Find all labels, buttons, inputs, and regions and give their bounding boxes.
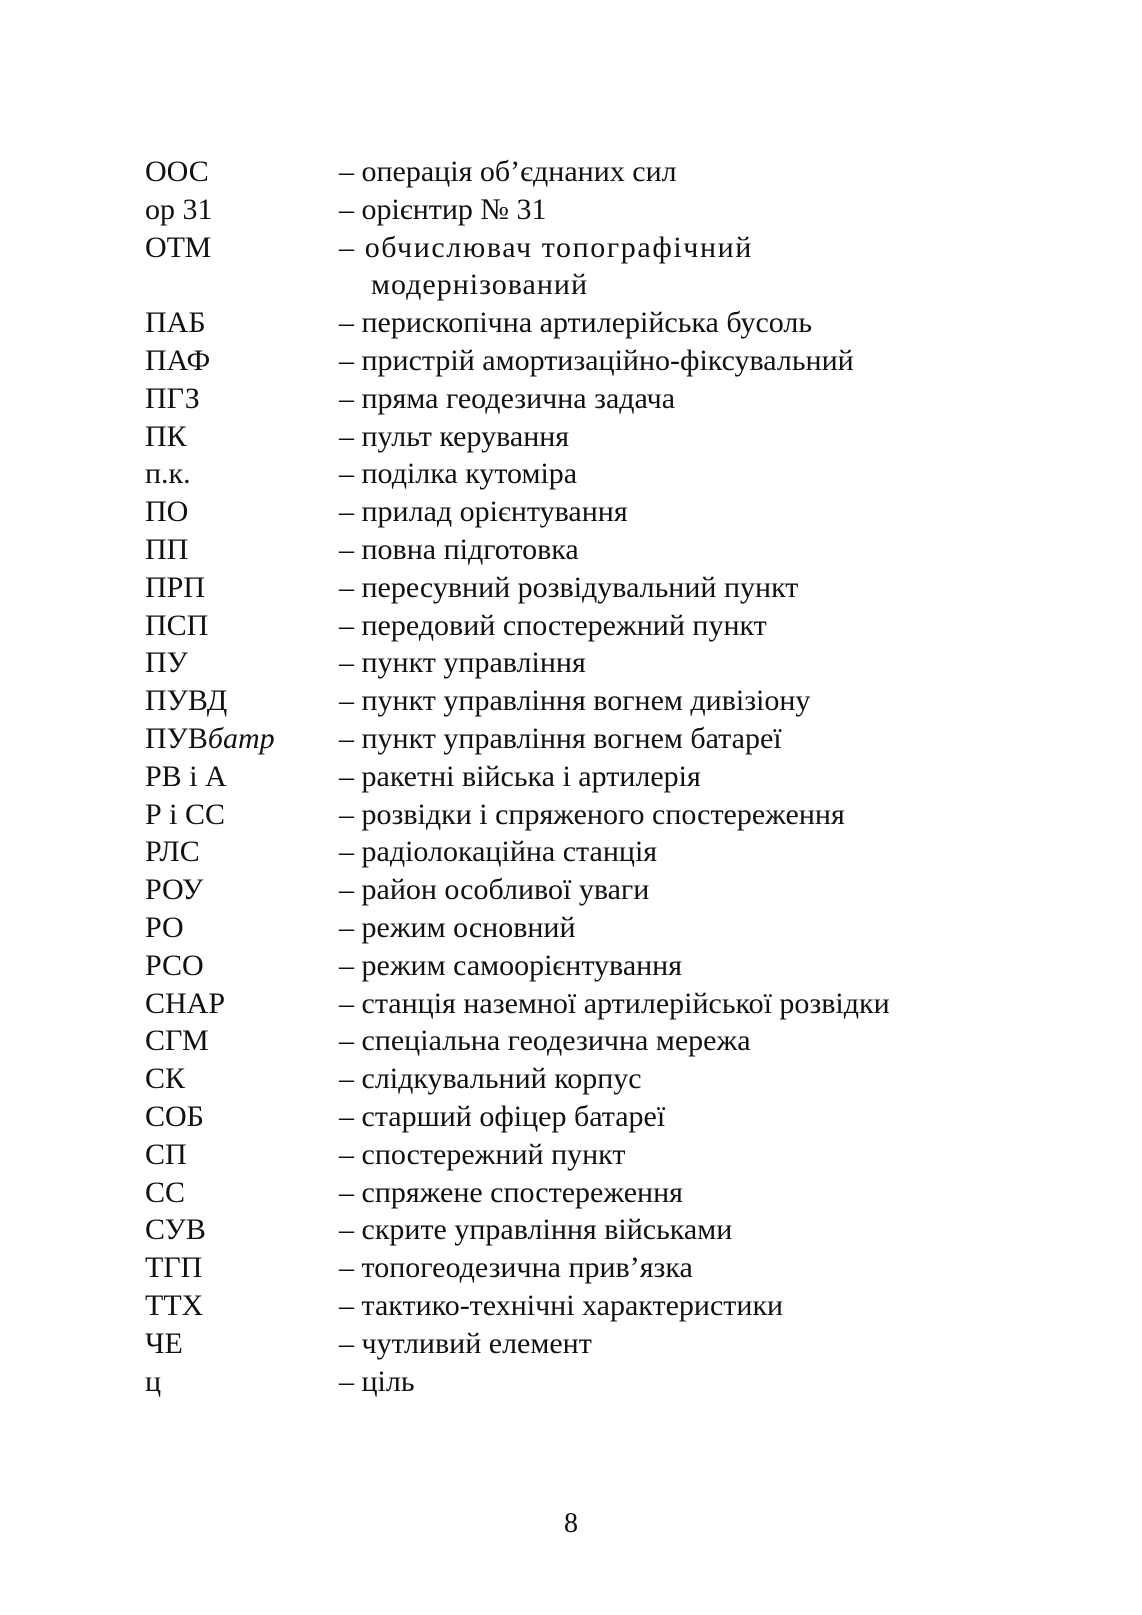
abbreviation-row	[145, 1287, 1005, 1325]
abbreviation-term-text: ПУВ	[145, 721, 208, 755]
abbreviation-term	[145, 1363, 339, 1401]
abbreviation-term	[145, 1174, 339, 1212]
abbreviation-row	[145, 531, 1005, 569]
abbreviation-term-text: ор 31	[145, 192, 213, 226]
abbreviation-term-text: СП	[145, 1137, 187, 1171]
abbreviation-row	[145, 607, 1005, 645]
abbreviation-definition	[339, 644, 1005, 682]
abbreviation-row	[145, 947, 1005, 985]
abbreviation-term	[145, 380, 339, 418]
abbreviation-definition	[339, 1325, 1005, 1363]
abbreviation-definition-text: – пункт управління вогнем батареї	[339, 721, 782, 755]
abbreviation-row	[145, 493, 1005, 531]
abbreviation-definition-text: – станція наземної артилерійської розвідки	[339, 986, 890, 1020]
abbreviation-definition	[339, 833, 1005, 871]
abbreviation-term	[145, 947, 339, 985]
abbreviation-term-text: РЛС	[145, 835, 200, 869]
abbreviation-row	[145, 1325, 1005, 1363]
abbreviation-row	[145, 985, 1005, 1023]
abbreviation-definition	[339, 985, 1005, 1023]
abbreviation-definition-text: – орієнтир № 31	[339, 192, 547, 226]
abbreviation-definition	[339, 909, 1005, 947]
abbreviation-definition	[339, 342, 1005, 380]
abbreviation-term	[145, 191, 339, 229]
abbreviation-definition	[339, 1249, 1005, 1287]
abbreviation-definition-text: – обчислювач топографічний	[339, 230, 753, 264]
abbreviation-term-text: п.к.	[145, 457, 191, 491]
abbreviation-term	[145, 909, 339, 947]
abbreviation-definition-text: – пересувний розвідувальний пункт	[339, 570, 799, 604]
abbreviation-row	[145, 229, 1005, 305]
abbreviation-term-text: ЧЕ	[145, 1326, 183, 1360]
abbreviation-term-text: ц	[145, 1364, 162, 1398]
abbreviation-row	[145, 191, 1005, 229]
abbreviation-row	[145, 1249, 1005, 1287]
abbreviation-term-text: ОТМ	[145, 230, 212, 264]
abbreviation-row	[145, 796, 1005, 834]
abbreviation-definition-text: – пульт керування	[339, 419, 570, 453]
abbreviation-definition	[339, 1022, 1005, 1060]
abbreviation-term	[145, 796, 339, 834]
abbreviation-definition-text: – чутливий елемент	[339, 1326, 592, 1360]
abbreviation-row	[145, 1363, 1005, 1401]
abbreviation-row	[145, 909, 1005, 947]
abbreviation-definition-text: – розвідки і спряженого спостереження	[339, 797, 845, 831]
abbreviation-row	[145, 1022, 1005, 1060]
abbreviation-row	[145, 418, 1005, 456]
abbreviation-definition-text: – пряма геодезична задача	[339, 381, 676, 415]
abbreviation-row	[145, 758, 1005, 796]
abbreviation-term	[145, 682, 339, 720]
abbreviation-term-text: СГМ	[145, 1024, 209, 1058]
abbreviation-definition	[339, 455, 1005, 493]
abbreviation-definition-text: – прилад орієнтування	[339, 495, 628, 529]
abbreviation-row	[145, 380, 1005, 418]
abbreviation-definition-text: – район особливої уваги	[339, 873, 650, 907]
abbreviation-term-text: РОУ	[145, 873, 204, 907]
abbreviation-term-text: ПУВД	[145, 684, 228, 718]
abbreviation-term	[145, 1211, 339, 1249]
abbreviation-definition-text: – радіолокаційна станція	[339, 835, 658, 869]
abbreviation-term	[145, 1287, 339, 1325]
abbreviation-term	[145, 1249, 339, 1287]
abbreviation-definition	[339, 1211, 1005, 1249]
abbreviation-row	[145, 1174, 1005, 1212]
abbreviation-definition	[339, 758, 1005, 796]
abbreviation-term	[145, 1098, 339, 1136]
abbreviation-definition-text: – повна підготовка	[339, 532, 579, 566]
abbreviation-row	[145, 833, 1005, 871]
abbreviation-definition-continuation: модернізований	[371, 268, 589, 302]
abbreviation-term-text: РО	[145, 910, 184, 944]
abbreviation-term	[145, 644, 339, 682]
abbreviation-term	[145, 493, 339, 531]
abbreviation-definition	[339, 304, 1005, 342]
abbreviation-definition	[339, 796, 1005, 834]
abbreviation-term-text: РСО	[145, 948, 204, 982]
abbreviation-term	[145, 531, 339, 569]
abbreviation-definition	[339, 493, 1005, 531]
abbreviation-definition	[339, 1287, 1005, 1325]
abbreviation-definition	[339, 153, 1005, 191]
abbreviation-term	[145, 1022, 339, 1060]
abbreviation-row	[145, 153, 1005, 191]
abbreviation-term-text: ТТХ	[145, 1288, 204, 1322]
abbreviation-row	[145, 1136, 1005, 1174]
abbreviation-definition-text: – пункт управління	[339, 646, 586, 680]
abbreviation-row	[145, 720, 1005, 758]
abbreviation-term	[145, 569, 339, 607]
abbreviation-term-text: СК	[145, 1062, 186, 1096]
abbreviation-definition	[339, 871, 1005, 909]
abbreviation-definition-text: – слідкувальний корпус	[339, 1062, 642, 1096]
abbreviation-definition	[339, 1174, 1005, 1212]
abbreviation-definition	[339, 607, 1005, 645]
abbreviation-definition-text: – тактико-технічні характеристики	[339, 1288, 784, 1322]
abbreviation-definition-text: – режим самоорієнтування	[339, 948, 683, 982]
abbreviation-term-text: СУВ	[145, 1213, 206, 1247]
abbreviation-definition-text: – скрите управління військами	[339, 1213, 733, 1247]
abbreviation-definition-text: – режим основний	[339, 910, 576, 944]
abbreviation-term-text: ПРП	[145, 570, 206, 604]
abbreviation-definition-text: – передовий спостережний пункт	[339, 608, 767, 642]
abbreviation-term	[145, 1136, 339, 1174]
abbreviation-term-text: ПАБ	[145, 306, 206, 340]
abbreviation-term-text: ПП	[145, 532, 189, 566]
abbreviation-definition-text: – операція об’єднаних сил	[339, 155, 677, 188]
abbreviation-definition	[339, 1098, 1005, 1136]
abbreviation-term	[145, 607, 339, 645]
abbreviation-definition	[339, 1060, 1005, 1098]
abbreviation-term-text: СНАР	[145, 986, 226, 1020]
abbreviation-term-text: Р і СС	[145, 797, 226, 831]
abbreviation-definition	[339, 947, 1005, 985]
abbreviation-row	[145, 871, 1005, 909]
abbreviation-row	[145, 1211, 1005, 1249]
abbreviation-definition-text: – спряжене спостереження	[339, 1175, 683, 1209]
abbreviation-term	[145, 1325, 339, 1363]
abbreviation-definition	[339, 682, 1005, 720]
abbreviation-term-text: ПСП	[145, 608, 209, 642]
abbreviation-row	[145, 569, 1005, 607]
abbreviation-term-text: ПО	[145, 495, 189, 529]
abbreviation-term-text: ПГЗ	[145, 381, 200, 415]
abbreviation-term	[145, 418, 339, 456]
abbreviation-term	[145, 455, 339, 493]
abbreviation-term-text: ПК	[145, 419, 187, 453]
abbreviation-definition-text: – ціль	[339, 1364, 415, 1398]
abbreviation-term	[145, 985, 339, 1023]
abbreviation-term	[145, 342, 339, 380]
abbreviation-term	[145, 720, 339, 758]
abbreviation-definition-text: – старший офіцер батареї	[339, 1099, 666, 1133]
abbreviation-term	[145, 1060, 339, 1098]
abbreviation-term-text: ПАФ	[145, 343, 211, 377]
abbreviation-row	[145, 1098, 1005, 1136]
abbreviation-list	[145, 153, 1005, 1400]
abbreviation-definition	[339, 380, 1005, 418]
abbreviation-definition-text: – ракетні війська і артилерія	[339, 759, 701, 793]
abbreviation-definition	[339, 531, 1005, 569]
abbreviation-term-text: РВ і А	[145, 759, 227, 793]
abbreviation-definition-text: – спеціальна геодезична мережа	[339, 1024, 751, 1058]
abbreviation-term-text: ПУ	[145, 646, 188, 680]
abbreviation-term-text: ТГП	[145, 1251, 203, 1285]
abbreviation-definition-text: – спостережний пункт	[339, 1137, 626, 1171]
abbreviation-definition	[339, 191, 1005, 229]
abbreviation-row	[145, 342, 1005, 380]
abbreviation-term-italic: батр	[207, 721, 275, 755]
abbreviation-definition-text: – перископічна артилерійська бусоль	[339, 306, 813, 340]
abbreviation-term	[145, 153, 339, 191]
abbreviation-definition-text: – топогеодезична прив’язка	[339, 1251, 693, 1285]
abbreviation-term-text: СОБ	[145, 1099, 204, 1133]
abbreviation-term-text: СС	[145, 1175, 186, 1209]
abbreviation-definition-text: – пункт управління вогнем дивізіону	[339, 684, 811, 718]
abbreviation-definition	[339, 1363, 1005, 1401]
abbreviation-definition-text: – поділка кутоміра	[339, 457, 578, 491]
abbreviation-row	[145, 455, 1005, 493]
abbreviation-row	[145, 1060, 1005, 1098]
abbreviation-definition	[339, 569, 1005, 607]
abbreviation-row	[145, 304, 1005, 342]
abbreviation-term-text: ООС	[145, 155, 209, 188]
abbreviation-definition	[339, 720, 1005, 758]
abbreviation-term	[145, 871, 339, 909]
abbreviation-definition	[339, 418, 1005, 456]
abbreviation-term	[145, 833, 339, 871]
page-number: 8	[564, 1508, 578, 1539]
abbreviation-term	[145, 229, 339, 267]
abbreviation-definition-text: – пристрій амортизаційно-фіксувальний	[339, 343, 854, 377]
abbreviation-definition	[339, 1136, 1005, 1174]
abbreviation-term	[145, 758, 339, 796]
abbreviation-term	[145, 304, 339, 342]
abbreviation-row	[145, 682, 1005, 720]
abbreviation-row	[145, 644, 1005, 682]
abbreviation-definition	[339, 229, 1005, 305]
